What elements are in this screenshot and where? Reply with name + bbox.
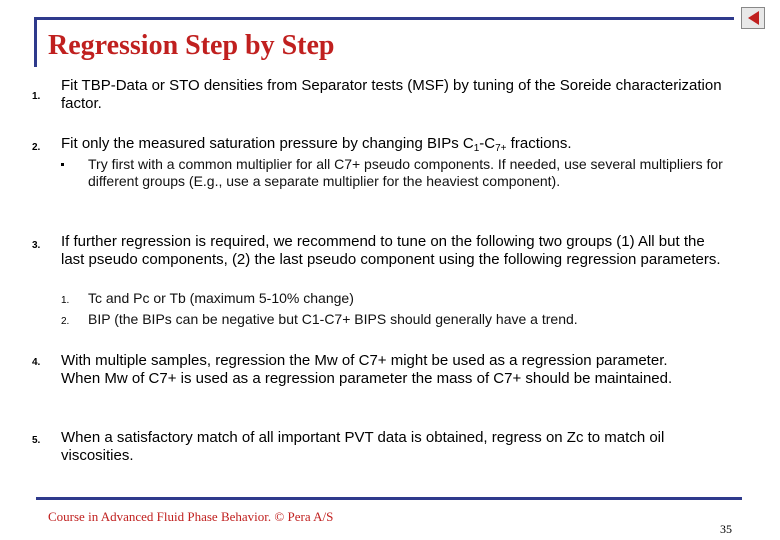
title-frame-top-line bbox=[34, 17, 734, 20]
slide-title: Regression Step by Step bbox=[48, 30, 335, 61]
item-3-sub-1-text: Tc and Pc or Tb (maximum 5-10% change) bbox=[88, 290, 354, 306]
item-3-sub-2-number: 2. bbox=[61, 316, 70, 327]
item-2-text: Fit only the measured saturation pressure by changing BIPs $C_1-C_{7+}$ fractions. bbox=[61, 135, 572, 154]
item-2-bullet bbox=[61, 163, 64, 166]
back-arrow-icon bbox=[748, 11, 759, 25]
item-4-number: 4. bbox=[32, 357, 41, 368]
item-5-text: When a satisfactory match of all important PVT data is obtained, regress on Zc to match oil viscosities. bbox=[61, 429, 665, 464]
footer-divider bbox=[36, 497, 742, 500]
item-1-text: Fit TBP-Data or STO densities from Separator tests (MSF) by tuning of the Soreide characterization factor. bbox=[61, 77, 722, 112]
item-2-bullet-text: Try first with a common multiplier for all C7+ pseudo components. If needed, use several multipliers for different groups (E.g., use a separate multiplier for the heaviest component). bbox=[88, 156, 723, 189]
item-4-text: With multiple samples, regression the Mw of C7+ might be used as a regression parameter. When Mw of C7+ is used as a regression parameter the mass of C7+ should be maintained. bbox=[61, 352, 673, 387]
item-3-sub-2-text: BIP (the BIPs can be negative but C1-C7+ BIPS should generally have a trend. bbox=[88, 311, 578, 327]
item-3-sub-1-number: 1. bbox=[61, 295, 70, 306]
item-3-text: If further regression is required, we recommend to tune on the following two groups (1) All but the last pseudo components, (2) the last pseudo component using the following regression parameters. bbox=[61, 233, 721, 268]
item-2-number: 2. bbox=[32, 142, 41, 153]
item-5-number: 5. bbox=[32, 435, 41, 446]
title-frame-left-line bbox=[34, 17, 37, 67]
page-number: 35 bbox=[720, 522, 732, 536]
item-1-number: 1. bbox=[32, 91, 41, 102]
back-nav-button[interactable] bbox=[741, 7, 765, 29]
footer-course-credit: Course in Advanced Fluid Phase Behavior. © Pera A/S bbox=[48, 509, 334, 524]
item-3-number: 3. bbox=[32, 240, 41, 251]
